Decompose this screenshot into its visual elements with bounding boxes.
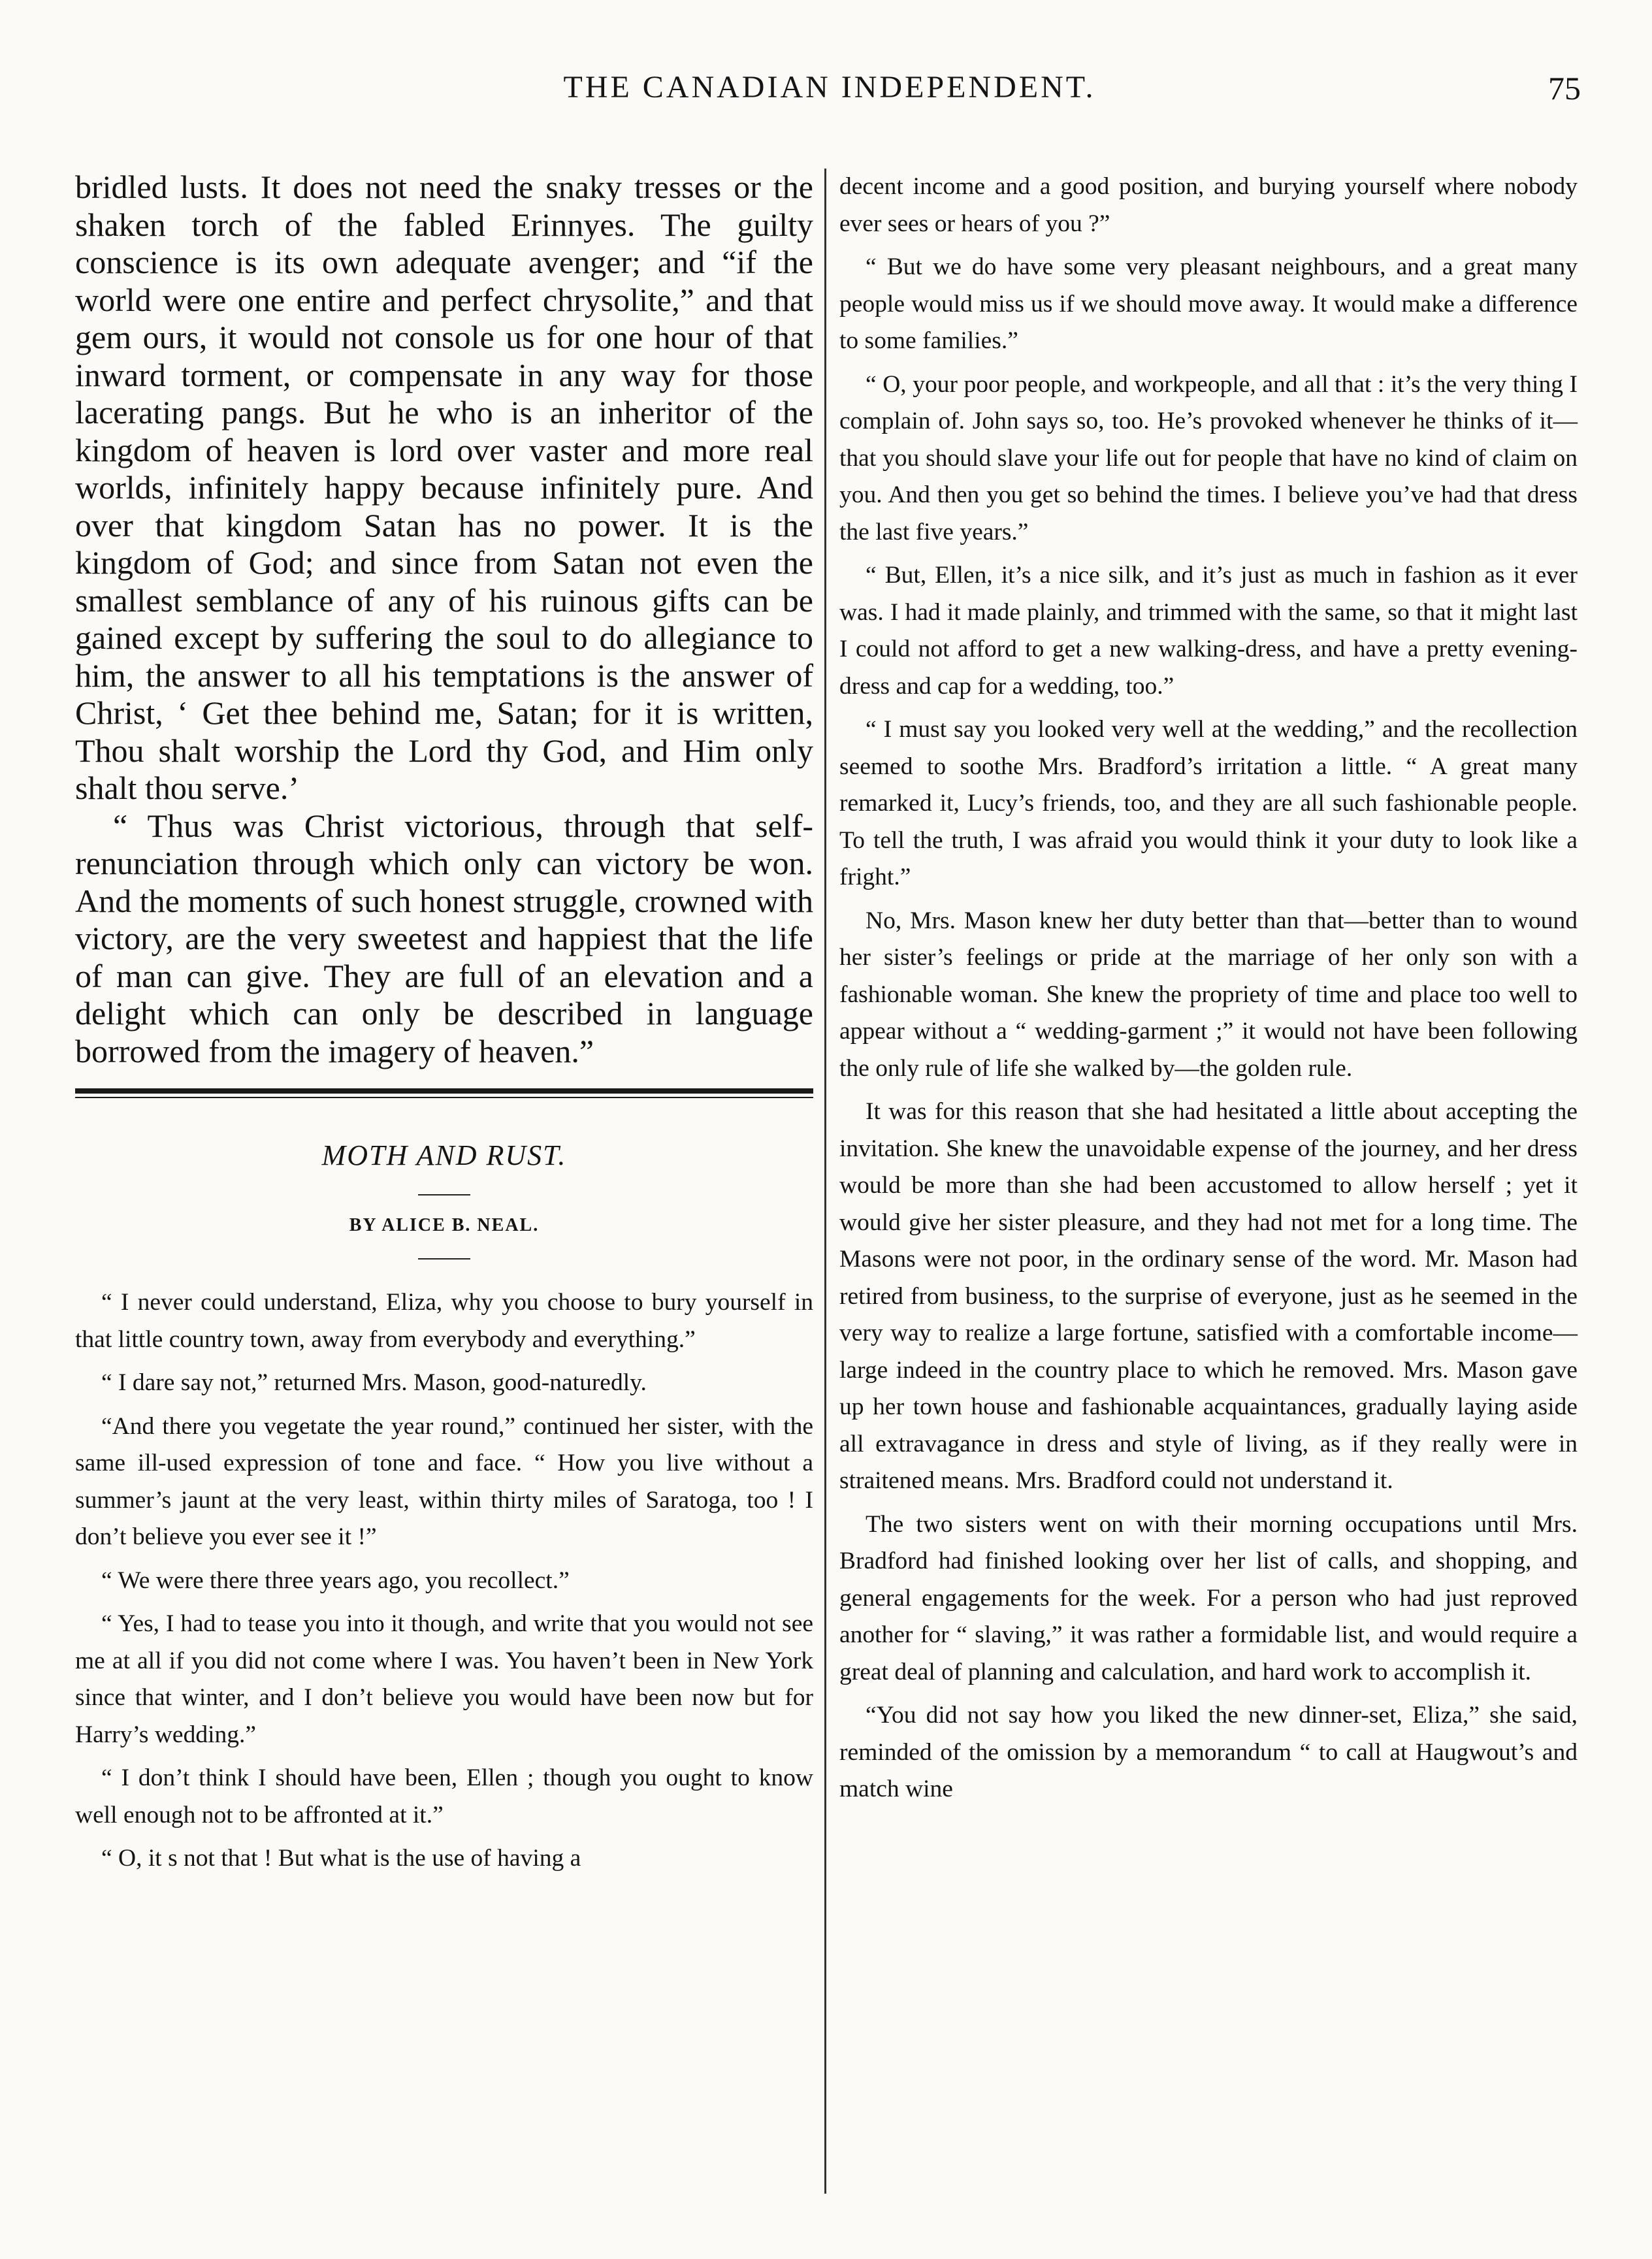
title-divider <box>418 1194 470 1195</box>
story-paragraph: decent income and a good position, and burying yourself where nobody ever sees or hears of you ?” <box>839 173 1578 237</box>
story-paragraph: It was for this reason that she had hesitated a little about accepting the invitation. She knew the unavoidable expense of the journey, and her dress would be more than she had been accustomed to allow herself ; yet it would give her sister pleasure, and they had not met for a long time. The Masons were not poor, in the ordinary sense of the word. Mr. Mason had retired from business, to the surprise of everyone, just as he seemed in the very way to realize a large fortune, satisfied with a comfortable income—large indeed in the country place to which he removed. Mrs. Mason gave up her town house and fashionable acquaintances, gradually laying aside all extravagance in dress and style of living, as if they really were in straitened means. Mrs. Bradford could not understand it. <box>839 1098 1578 1494</box>
story-paragraph: “ We were there three years ago, you recollect.” <box>101 1567 570 1594</box>
story-paragraph: “ I dare say not,” returned Mrs. Mason, good-naturedly. <box>101 1369 647 1396</box>
page-number: 75 <box>1548 70 1581 106</box>
section-rule-thick <box>75 1088 813 1094</box>
story-paragraph: “ But, Ellen, it’s a nice silk, and it’s just as much in fashion as it ever was. I had it made plainly, and trimmed with the same, so that it might last I could not afford to get a new walking-dress, and have a pretty evening-dress and cap for a wedding, too.” <box>839 562 1578 700</box>
sermon-paragraph: “ Thus was Christ victorious, through that self-renunciation through which only can victory be won. And the moments of such honest struggle, crowned with victory, are the very sweetest and happiest that the life of man can give. They are full of an elevation and a delight which can only be described in language borrowed from the imagery of heaven.” <box>75 807 813 1069</box>
story-paragraph: “And there you vegetate the year round,” continued her sister, with the same ill-used expression of tone and face. “ How you live without a summer’s jaunt at the very least, within thirty miles of Saratoga, too ! I don’t believe you ever see it !” <box>75 1412 813 1550</box>
journal-title: THE CANADIAN INDEPENDENT. <box>563 70 1096 105</box>
right-column <box>839 169 1578 1815</box>
story-paragraph: “ I don’t think I should have been, Ellen ; though you ought to know well enough not to be affronted at it.” <box>75 1764 813 1828</box>
sermon-paragraph: bridled lusts. It does not need the snaky tresses or the shaken torch of the fabled Erinnyes. The guilty conscience is its own adequate avenger; and “if the world were one entire and perfect chrysolite,” and that gem ours, it would not console us for one hour of that inward torment, or compensate in any way for those lacerating pangs. But he who is an inheritor of the kingdom of heaven is lord over vaster and more real worlds, infinitely happy because infinitely pure. And over that kingdom Satan has no power. It is the kingdom of God; and since from Satan not even the smallest semblance of any of his ruinous gifts can be gained except by suffering the soul to do allegiance to him, the answer to all his temptations is the answer of Christ, ‘ Get thee behind me, Satan; for it is written, Thou shalt worship the Lord thy God, and Him only shalt thou serve.’ <box>75 169 813 806</box>
page-header <box>78 60 1581 112</box>
story-paragraph: “You did not say how you liked the new dinner-set, Eliza,” she said, reminded of the omission by a memorandum “ to call at Haugwout’s and match wine <box>839 1702 1578 1802</box>
story-paragraph: “ O, it s not that ! But what is the use of having a <box>101 1845 581 1872</box>
story-title: MOTH AND RUST. <box>321 1139 567 1171</box>
story-paragraph: “ But we do have some very pleasant neighbours, and a great many people would miss us if we should move away. It would make a difference to some families.” <box>839 253 1578 354</box>
column-divider <box>824 169 826 2194</box>
story-paragraph: “ O, your poor people, and workpeople, and all that : it’s the very thing I complain of. John says so, too. He’s provoked whenever he thinks of it—that you should slave your life out for people that have no kind of claim on you. And then you get so behind the times. I believe you’ve had that dress the last five years.” <box>839 370 1578 545</box>
story-paragraph: “ I never could understand, Eliza, why you choose to bury yourself in that little country town, away from everybody and everything.” <box>75 1289 813 1353</box>
story-paragraph: “ I must say you looked very well at the wedding,” and the recollection seemed to soothe Mrs. Bradford’s irritation a little. “ A great many remarked it, Lucy’s friends, too, and they are all such fashionable people. To tell the truth, I was afraid you would think it your duty to look like a fright.” <box>839 716 1578 890</box>
byline-divider <box>418 1258 470 1260</box>
section-rule-thin <box>75 1097 813 1098</box>
story-byline: BY ALICE B. NEAL. <box>349 1215 540 1235</box>
story-body-left <box>75 1284 813 1877</box>
story-paragraph: The two sisters went on with their morning occupations until Mrs. Bradford had finished looking over her list of calls, and shopping, and general engagements for the week. For a person who had just reproved another for “ slaving,” it was rather a formidable list, and would require a great deal of planning and calculation, and hard work to accomplish it. <box>839 1510 1578 1685</box>
story-paragraph: “ Yes, I had to tease you into it though, and write that you would not see me at all if you did not come where I was. You haven’t been in New York since that winter, and I don’t believe you would have been now but for Harry’s wedding.” <box>75 1610 813 1748</box>
left-column <box>75 169 813 1884</box>
story-paragraph: No, Mrs. Mason knew her duty better than that—better than to wound her sister’s feelings or pride at the marriage of her only son with a fashionable woman. She knew the propriety of time and place too well to appear without a “ wedding-garment ;” it would not have been following the only rule of life she walked by—the golden rule. <box>839 907 1578 1082</box>
sermon-conclusion <box>75 169 813 1070</box>
